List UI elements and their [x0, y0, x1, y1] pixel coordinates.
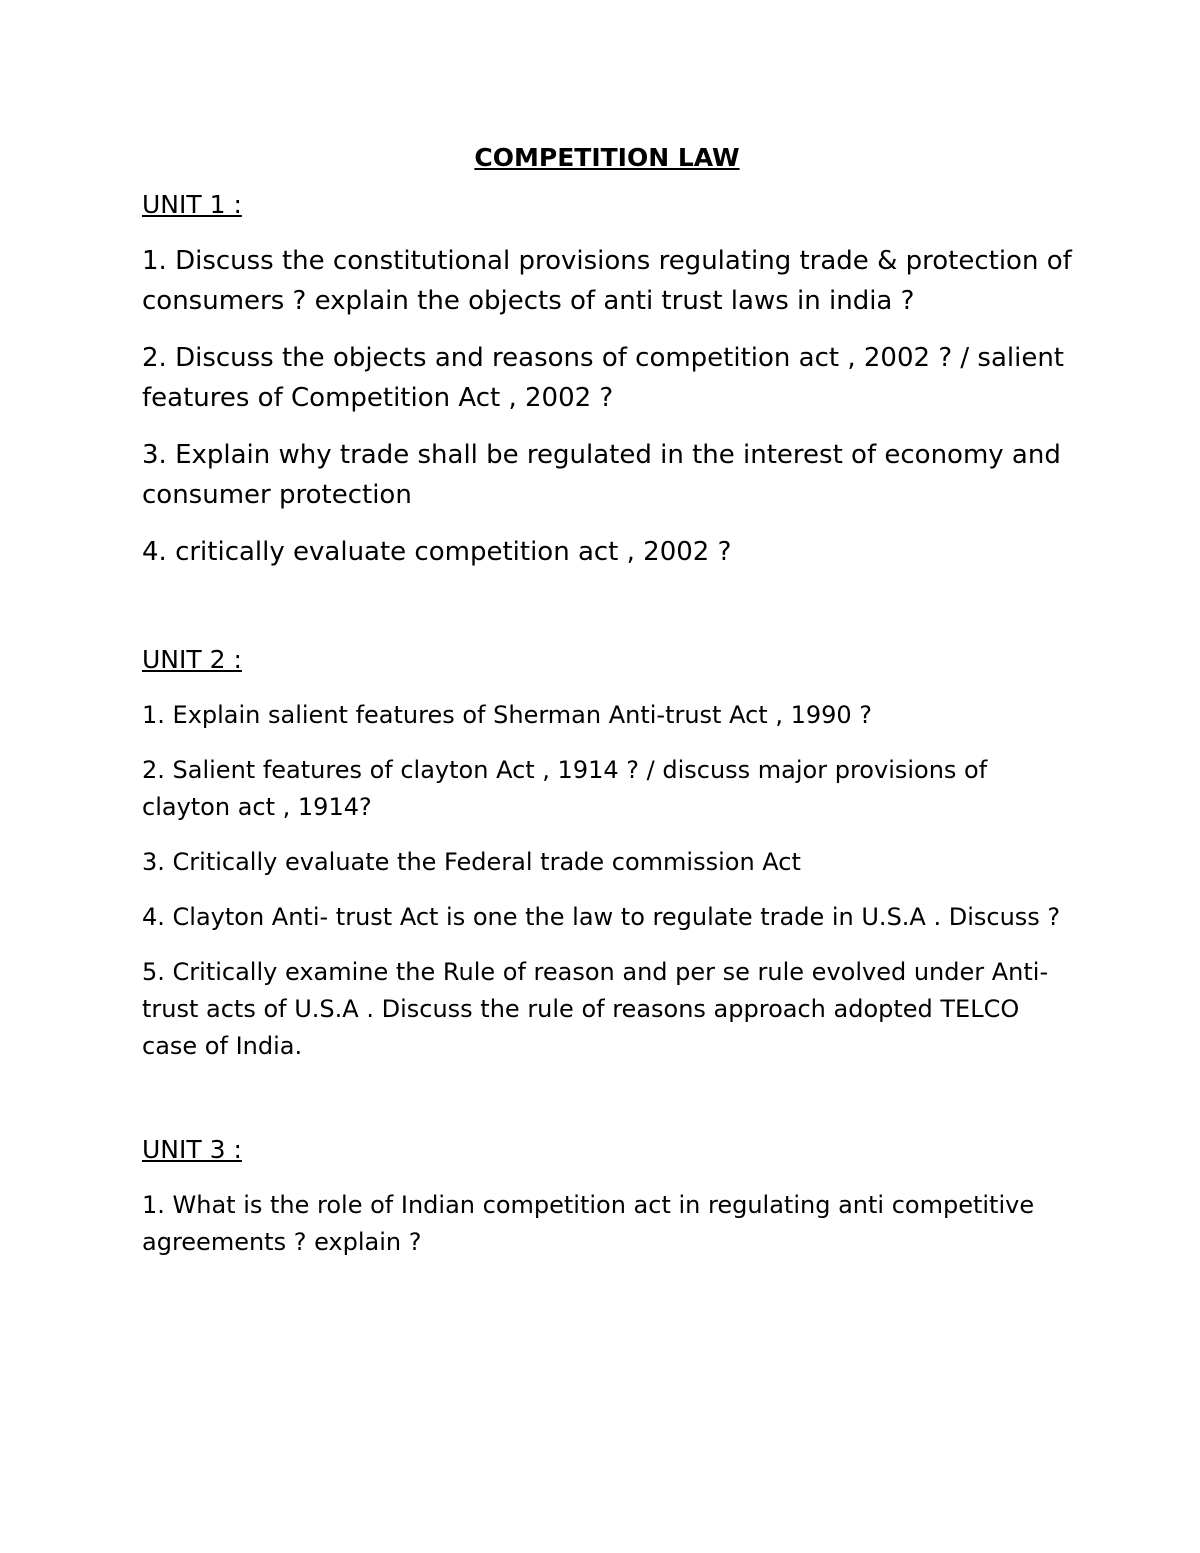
unit-heading: UNIT 3 : [142, 1134, 242, 1164]
question-item: 2. Discuss the objects and reasons of competition act , 2002 ? / salient features of Competition Act , 2002 ? [142, 343, 1064, 413]
question-item: 3. Critically evaluate the Federal trade commission Act [142, 847, 801, 876]
unit-1-section [142, 190, 1072, 573]
unit-2-section [142, 645, 1072, 1065]
question-item: 1. What is the role of Indian competition act in regulating anti competitive agreements ? explain ? [142, 1190, 1035, 1256]
unit-heading: UNIT 1 : [142, 190, 242, 219]
question-item: 3. Explain why trade shall be regulated in the interest of economy and consumer protection [142, 440, 1061, 510]
question-item: 1. Explain salient features of Sherman Anti-trust Act , 1990 ? [142, 700, 873, 729]
document-page [142, 140, 1072, 1279]
unit-3-section [142, 1135, 1072, 1261]
question-item: 4. Clayton Anti- trust Act is one the law to regulate trade in U.S.A . Discuss ? [142, 902, 1061, 931]
unit-heading: UNIT 2 : [142, 644, 242, 674]
question-item: 4. critically evaluate competition act , 2002 ? [142, 537, 732, 567]
question-item: 5. Critically examine the Rule of reason and per se rule evolved under Anti-trust acts of U.S.A . Discuss the rule of reasons approach adopted TELCO case of India. [142, 957, 1049, 1060]
question-item: 1. Discuss the constitutional provisions regulating trade & protection of consumers ? explain the objects of anti trust laws in india ? [142, 246, 1072, 316]
question-item: 2. Salient features of clayton Act , 1914 ? / discuss major provisions of clayton act , 1914? [142, 755, 988, 821]
document-title: COMPETITION LAW [474, 143, 740, 172]
